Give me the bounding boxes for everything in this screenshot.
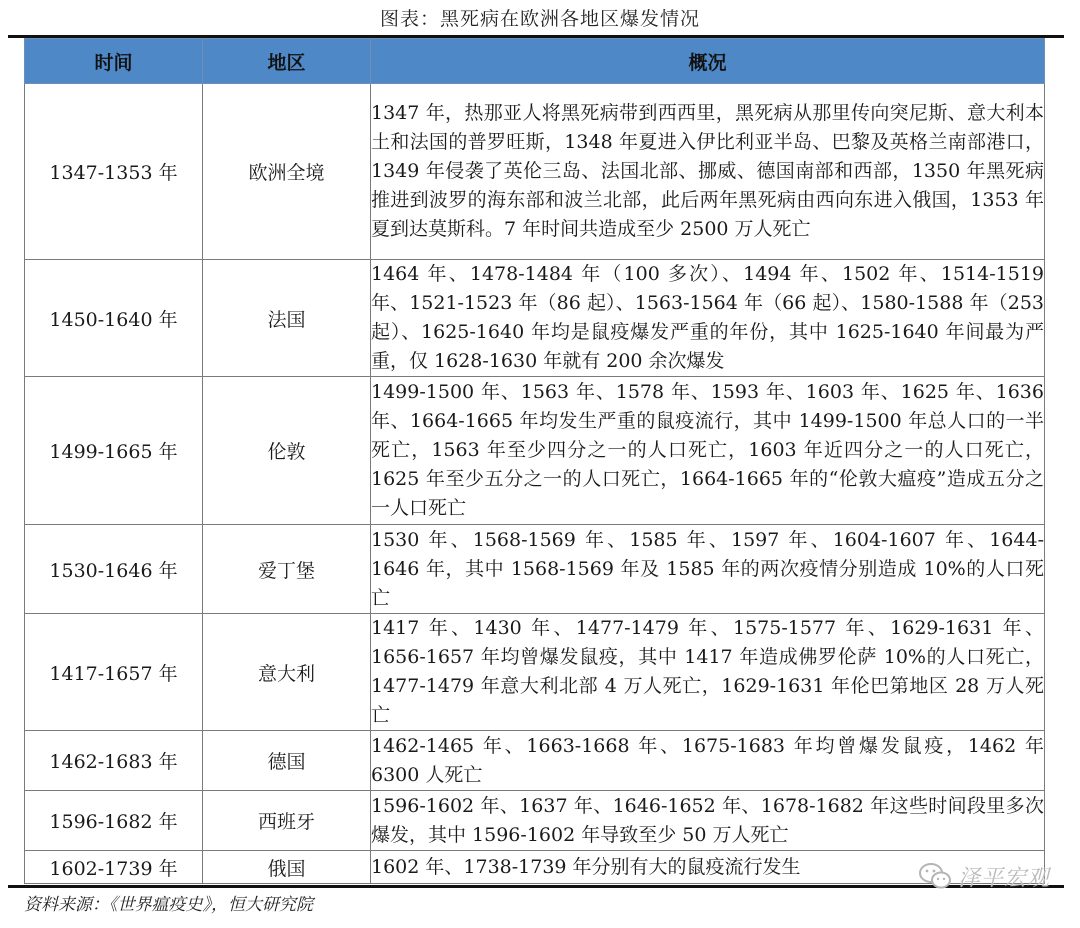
table-header-row <box>25 39 1045 84</box>
watermark-text: 泽平宏观 <box>957 865 1050 891</box>
row-region: 西班牙 <box>203 791 371 851</box>
row-summary: 1530 年、1568-1569 年、1585 年、1597 年、1604-1607 年、1644-1646 年，其中 1568-1569 年及 1585 年的两次疫情分别造成 10%的人口死亡 <box>371 525 1045 614</box>
table-row <box>25 614 1045 731</box>
row-time: 1602-1739 年 <box>25 851 203 884</box>
row-summary: 1464 年、1478-1484 年（100 多次）、1494 年、1502 年、1514-1519 年、1521-1523 年（86 起）、1563-1564 年（66 起）、1580-1588 年（253 起）、1625-1640 年均是鼠疫爆发严重的年份，其中 1625-1640 年间最为严重，仅 1628-1630 年就有 200 余次爆发 <box>371 260 1045 377</box>
table-row <box>25 731 1045 791</box>
watermark <box>918 858 1050 894</box>
row-time: 1347-1353 年 <box>25 84 203 260</box>
table-row <box>25 377 1045 525</box>
wechat-icon <box>918 862 952 890</box>
row-time: 1499-1665 年 <box>25 377 203 525</box>
row-region: 俄国 <box>203 851 371 884</box>
table-row <box>25 84 1045 260</box>
row-summary: 1417 年、1430 年、1477-1479 年、1575-1577 年、1629-1631 年、1656-1657 年均曾爆发鼠疫，其中 1417 年造成佛罗伦萨 10%的人口死亡，1477-1479 年意大利北部 4 万人死亡，1629-1631 年伦巴第地区 28 万人死亡 <box>371 614 1045 731</box>
table-row <box>25 525 1045 614</box>
header-summary: 概况 <box>371 39 1045 84</box>
row-region: 意大利 <box>203 614 371 731</box>
row-time: 1417-1657 年 <box>25 614 203 731</box>
source-note: 资料来源：《世界瘟疫史》，恒大研究院 <box>24 895 313 915</box>
row-time: 1462-1683 年 <box>25 731 203 791</box>
row-region: 爱丁堡 <box>203 525 371 614</box>
row-region: 伦敦 <box>203 377 371 525</box>
row-region: 欧洲全境 <box>203 84 371 260</box>
table-row <box>25 851 1045 884</box>
table-row <box>25 791 1045 851</box>
bottom-rule <box>8 885 1064 888</box>
table-row <box>25 260 1045 377</box>
header-time: 时间 <box>25 39 203 84</box>
row-time: 1530-1646 年 <box>25 525 203 614</box>
table-caption: 图表：黑死病在欧洲各地区爆发情况 <box>379 8 700 30</box>
row-time: 1450-1640 年 <box>25 260 203 377</box>
row-summary: 1462-1465 年、1663-1668 年、1675-1683 年均曾爆发鼠疫，1462 年 6300 人死亡 <box>371 731 1045 791</box>
row-region: 法国 <box>203 260 371 377</box>
plague-table <box>24 38 1045 884</box>
row-summary: 1347 年，热那亚人将黑死病带到西西里，黑死病从那里传向突尼斯、意大利本土和法国的普罗旺斯，1348 年夏进入伊比利亚半岛、巴黎及英格兰南部港口，1349 年侵袭了英伦三岛、法国北部、挪威、德国南部和西部，1350 年黑死病推进到波罗的海东部和波兰北部，此后两年黑死病由西向东进入俄国，1353 年夏到达莫斯科。7 年时间共造成至少 2500 万人死亡 <box>371 84 1045 260</box>
row-summary: 1602 年、1738-1739 年分别有大的鼠疫流行发生 <box>371 851 1045 884</box>
row-time: 1596-1682 年 <box>25 791 203 851</box>
row-summary: 1499-1500 年、1563 年、1578 年、1593 年、1603 年、1625 年、1636 年、1664-1665 年均发生严重的鼠疫流行，其中 1499-1500 年总人口的一半死亡，1563 年至少四分之一的人口死亡，1603 年近四分之一的人口死亡，1625 年至少五分之一的人口死亡，1664-1665 年的“伦敦大瘟疫”造成五分之一人口死亡 <box>371 377 1045 525</box>
header-region: 地区 <box>203 39 371 84</box>
row-summary: 1596-1602 年、1637 年、1646-1652 年、1678-1682 年这些时间段里多次爆发，其中 1596-1602 年导致至少 50 万人死亡 <box>371 791 1045 851</box>
row-region: 德国 <box>203 731 371 791</box>
